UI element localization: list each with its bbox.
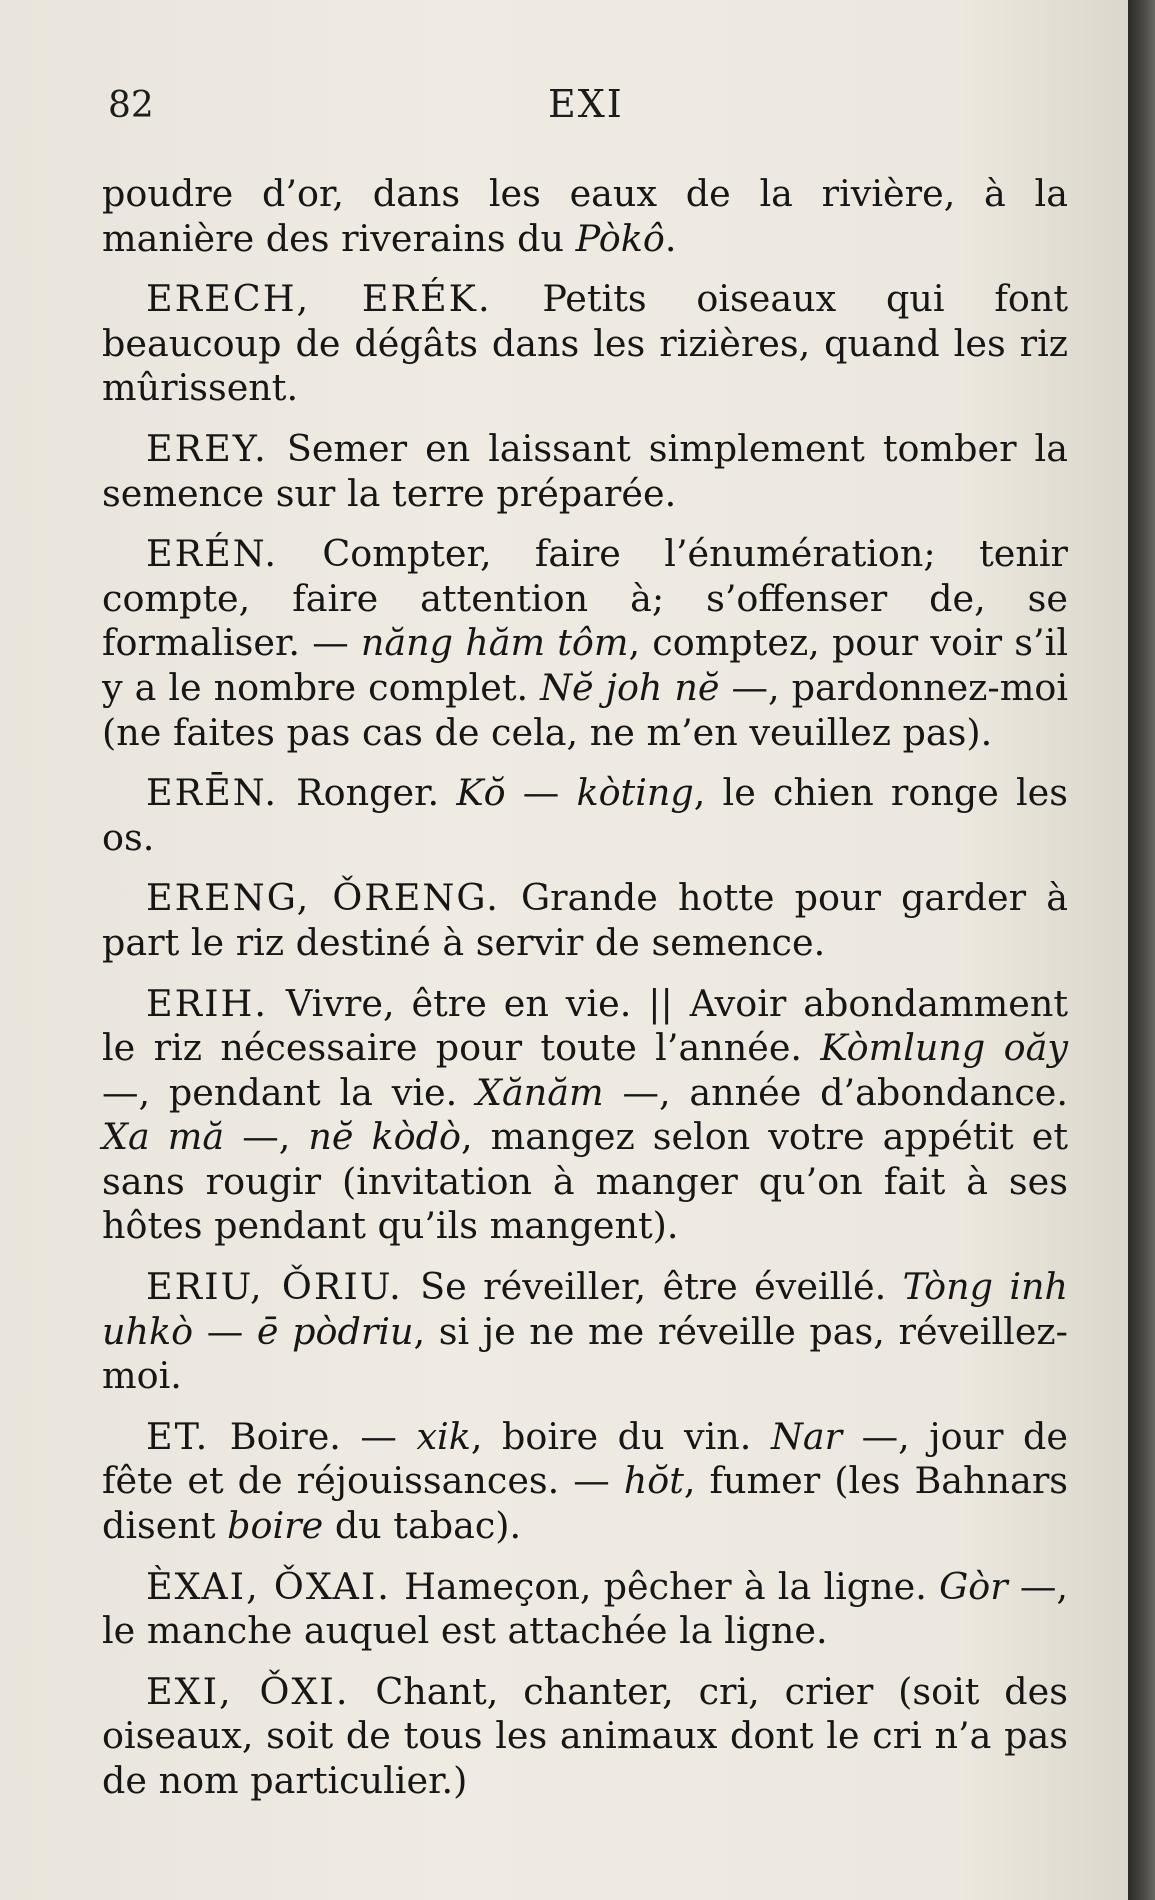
entry-exai: ÈXAI, ǑXAI. Hameçon, pêcher à la ligne. Gòr —, le manche auquel est attachée la ligne. <box>102 1564 1068 1653</box>
example-term: Kòmlung oăy <box>820 1026 1069 1070</box>
page-edge-shadow <box>1128 0 1155 1900</box>
entry-headword: EXI, ǑXI. <box>146 1669 350 1713</box>
page-number: 82 <box>108 85 154 126</box>
entry-ereng <box>102 876 1068 965</box>
entry-headword: ERĒN. <box>146 771 278 815</box>
example-term: Xa mă <box>102 1115 225 1159</box>
continuation-text: poudre d’or, dans les eaux de la rivière, à la manière des riverains du <box>102 172 1068 260</box>
entry-headword: ET. <box>146 1414 210 1458</box>
example-term: boire <box>227 1504 324 1548</box>
entry-erih: ERIH. Vivre, être en vie. || Avoir abondamment le riz nécessaire pour toute l’année. Kòmlung oăy —, pendant la vie. Xănăm —, année d’abondance. Xa mă —, nĕ kòdò, mangez selon votre appétit et sans rougir (invitation à manger qu’on fait à ses hôtes pendant qu’ils mangent). <box>102 981 1069 1248</box>
example-term: ē pòdriu <box>256 1309 414 1353</box>
entry-definition: Petits oiseaux qui font beaucoup de dégâts dans les rizières, quand les riz mûrissent. <box>102 277 1069 410</box>
italic-term: Pòkô <box>575 216 665 260</box>
entry-headword: ERENG, ǑRENG. <box>146 876 500 920</box>
example-term: Nar <box>770 1414 843 1458</box>
example-term: Kŏ <box>456 771 506 815</box>
running-head: EXI <box>548 82 624 126</box>
example-term: Xănăm <box>476 1070 604 1114</box>
example-term: nĕ kòdò <box>308 1115 461 1159</box>
entry-definition: Semer en laissant simplement tomber la semence sur la terre préparée. <box>102 426 1068 515</box>
entry-headword: ERIH. <box>146 981 268 1025</box>
example-term: năng hăm tôm <box>360 621 629 665</box>
entry-definition: Grande hotte pour garder à part le riz destiné à servir de semence. <box>102 876 1068 964</box>
dictionary-text <box>102 172 1068 1820</box>
entry-headword: ÈXAI, ǑXAI. <box>146 1564 391 1608</box>
entry-erech <box>102 277 1068 411</box>
example-term: hŏt <box>623 1459 684 1503</box>
entry-headword: ERIU, ǑRIU. <box>146 1265 403 1309</box>
example-term: xik <box>416 1414 471 1458</box>
page-header <box>0 82 1128 135</box>
example-term: Tòng inh uhkò <box>102 1265 1069 1353</box>
entry-eren: ERÉN. Compter, faire l’énumération; tenir compte, faire attention à; s’offenser de, se formaliser. — năng hăm tôm, comptez, pour voir s’il y a le nombre complet. Nĕ joh nĕ —, pardonnez-moi (ne faites pas cas de cela, ne m’en veuillez pas). <box>102 532 1068 754</box>
entry-erey <box>102 427 1068 516</box>
entry-headword: EREY. <box>146 426 268 470</box>
entry-continuation: poudre d’or, dans les eaux de la rivière, à la manière des riverains du Pòkô. <box>102 172 1068 260</box>
entry-et: ET. Boire. — xik, boire du vin. Nar —, jour de fête et de réjouissances. — hŏt, fumer (les Bahnars disent boire du tabac). <box>102 1414 1069 1548</box>
entry-headword: ERÉN. <box>146 532 278 576</box>
entry-eren-macron: ERĒN. Ronger. Kŏ — kòting, le chien ronge les os. <box>102 771 1068 859</box>
entry-headword: ERECH, ERÉK. <box>146 277 492 321</box>
example-term: Nĕ joh nĕ <box>540 665 720 709</box>
entry-eriu: ERIU, ǑRIU. Se réveiller, être éveillé. Tòng inh uhkò — ē pòdriu, si je ne me réveille pas, réveillez-moi. <box>102 1265 1069 1398</box>
entry-exi <box>102 1670 1068 1804</box>
example-term: kòting <box>576 771 694 815</box>
example-term: Gòr <box>939 1564 1008 1608</box>
entry-definition: Chant, chanter, cri, crier (soit des oiseaux, soit de tous les animaux dont le cri n’a pas de nom particulier.) <box>102 1669 1069 1802</box>
